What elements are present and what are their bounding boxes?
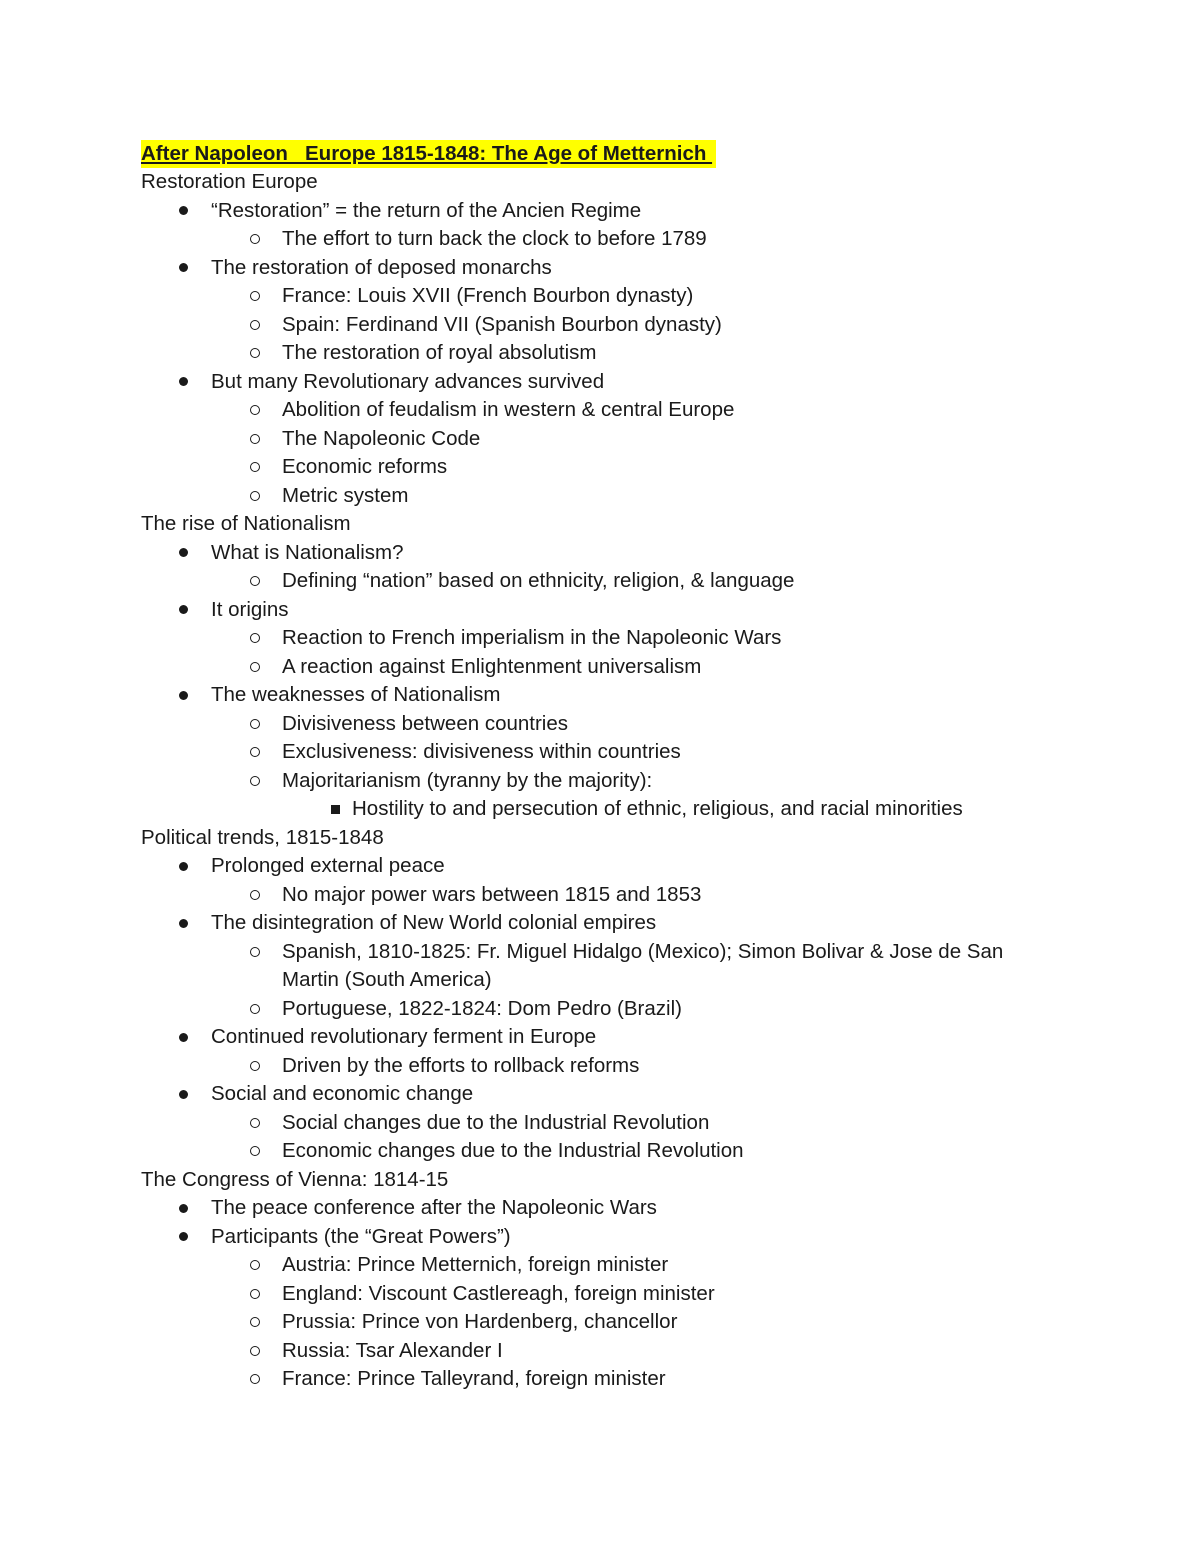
list-item-text: Economic reforms [282, 455, 448, 478]
list-item [141, 482, 1061, 511]
hollow-bullet-icon [250, 1251, 260, 1280]
list-item-text: Prussia: Prince von Hardenberg, chancellor [282, 1310, 678, 1333]
hollow-bullet-icon [250, 482, 260, 511]
list-item [141, 1052, 1061, 1081]
list-item [141, 311, 1061, 340]
list-item [141, 1194, 1061, 1223]
list-item-text: Continued revolutionary ferment in Europe [211, 1025, 597, 1048]
list-item [141, 225, 1061, 254]
hollow-bullet-icon [250, 1308, 260, 1337]
hollow-bullet-icon [250, 311, 260, 340]
list-item [141, 738, 1061, 767]
list-item-text: Participants (the “Great Powers”) [211, 1224, 511, 1248]
list-item-text: The Napoleonic Code [282, 426, 481, 450]
list-item-text: The weaknesses of Nationalism [211, 683, 501, 706]
filled-bullet-icon [179, 1223, 188, 1252]
list-item [141, 282, 1061, 311]
document-body [141, 168, 1061, 1394]
hollow-bullet-icon [250, 653, 260, 682]
hollow-bullet-icon [250, 624, 260, 653]
filled-bullet-icon [179, 596, 188, 625]
section-heading: Restoration Europe [141, 170, 318, 193]
filled-bullet-icon [179, 539, 188, 568]
hollow-bullet-icon [250, 339, 260, 368]
list-item [141, 425, 1061, 454]
list-item-text: Social changes due to the Industrial Revolution [282, 1110, 710, 1134]
hollow-bullet-icon [250, 938, 260, 967]
filled-bullet-icon [179, 1080, 188, 1109]
list-item-text: Reaction to French imperialism in the Napoleonic Wars [282, 626, 782, 649]
list-item [141, 852, 1061, 881]
list-item-text: No major power wars between 1815 and 1853 [282, 882, 702, 906]
square-bullet-icon [331, 795, 340, 824]
list-item-text: France: Louis XVII (French Bourbon dynasty) [282, 284, 694, 307]
list-item-text: A reaction against Enlightenment universalism [282, 654, 702, 678]
bullet-list [141, 539, 1061, 824]
list-item [141, 881, 1061, 910]
list-item-text: England: Viscount Castlereagh, foreign minister [282, 1281, 715, 1305]
list-item-text: What is Nationalism? [211, 540, 404, 564]
list-item [141, 681, 1061, 710]
list-item-text: The disintegration of New World colonial empires [211, 911, 657, 934]
hollow-bullet-icon [250, 1137, 260, 1166]
list-item-text: Driven by the efforts to rollback reforms [282, 1053, 640, 1077]
hollow-bullet-icon [250, 767, 260, 796]
list-item [141, 396, 1061, 425]
hollow-bullet-icon [250, 1365, 260, 1394]
list-item-text: Spain: Ferdinand VII (Spanish Bourbon dynasty) [282, 312, 722, 336]
list-item [141, 1137, 1061, 1166]
filled-bullet-icon [179, 1194, 188, 1223]
filled-bullet-icon [179, 368, 188, 397]
filled-bullet-icon [179, 197, 188, 226]
list-item-text: Divisiveness between countries [282, 711, 568, 735]
list-item [141, 254, 1061, 283]
list-item [141, 453, 1061, 482]
list-item [141, 596, 1061, 625]
filled-bullet-icon [179, 254, 188, 283]
list-item-text: The restoration of royal absolutism [282, 341, 597, 364]
list-item [141, 339, 1061, 368]
list-item-text: Portuguese, 1822-1824: Dom Pedro (Brazil) [282, 996, 682, 1020]
hollow-bullet-icon [250, 425, 260, 454]
list-item-text: It origins [211, 597, 289, 621]
list-item-text: Social and economic change [211, 1082, 474, 1105]
document-page [141, 140, 1061, 1394]
list-item [141, 938, 1061, 995]
hollow-bullet-icon [250, 1109, 260, 1138]
hollow-bullet-icon [250, 453, 260, 482]
list-item [141, 1080, 1061, 1109]
list-item-text: Prolonged external peace [211, 854, 445, 877]
list-item [141, 368, 1061, 397]
section-heading: Political trends, 1815-1848 [141, 825, 384, 849]
list-item [141, 1337, 1061, 1366]
section-heading: The Congress of Vienna: 1814-15 [141, 1167, 449, 1191]
list-item [141, 624, 1061, 653]
list-item [141, 539, 1061, 568]
bullet-list [141, 852, 1061, 1166]
hollow-bullet-icon [250, 282, 260, 311]
list-item [141, 995, 1061, 1024]
list-item [141, 909, 1061, 938]
hollow-bullet-icon [250, 1337, 260, 1366]
list-item-text: The peace conference after the Napoleonic Wars [211, 1196, 657, 1219]
hollow-bullet-icon [250, 1052, 260, 1081]
list-item [141, 1308, 1061, 1337]
list-item [141, 1251, 1061, 1280]
hollow-bullet-icon [250, 225, 260, 254]
hollow-bullet-icon [250, 995, 260, 1024]
bullet-list [141, 197, 1061, 511]
hollow-bullet-icon [250, 738, 260, 767]
list-item [141, 1023, 1061, 1052]
hollow-bullet-icon [250, 567, 260, 596]
list-item [141, 767, 1061, 796]
list-item-text: France: Prince Talleyrand, foreign minister [282, 1367, 666, 1390]
list-item-text: Russia: Tsar Alexander I [282, 1338, 503, 1362]
list-item-text: Spanish, 1810-1825: Fr. Miguel Hidalgo (Mexico); Simon Bolivar & Jose de San Martin (South America) [282, 939, 1004, 991]
list-item-text: Metric system [282, 483, 409, 507]
list-item [141, 1223, 1061, 1252]
section-heading: The rise of Nationalism [141, 512, 351, 535]
filled-bullet-icon [179, 909, 188, 938]
list-item-text: Economic changes due to the Industrial Revolution [282, 1139, 744, 1162]
list-item-text: The restoration of deposed monarchs [211, 255, 552, 279]
list-item-text: Abolition of feudalism in western & central Europe [282, 398, 735, 421]
hollow-bullet-icon [250, 396, 260, 425]
document-title: After Napoleon Europe 1815-1848: The Age of Metternich [141, 140, 716, 168]
hollow-bullet-icon [250, 710, 260, 739]
filled-bullet-icon [179, 681, 188, 710]
list-item [141, 710, 1061, 739]
list-item-text: Defining “nation” based on ethnicity, religion, & language [282, 569, 795, 592]
list-item-text: Austria: Prince Metternich, foreign minister [282, 1253, 669, 1276]
list-item-text: “Restoration” = the return of the Ancien Regime [211, 198, 642, 222]
list-item-text: But many Revolutionary advances survived [211, 369, 605, 393]
list-item-text: Exclusiveness: divisiveness within countries [282, 740, 681, 763]
filled-bullet-icon [179, 852, 188, 881]
list-item-text: Hostility to and persecution of ethnic, religious, and racial minorities [352, 797, 963, 820]
list-item-text: Majoritarianism (tyranny by the majority): [282, 768, 653, 792]
list-item [141, 1365, 1061, 1394]
list-item [141, 197, 1061, 226]
list-item-text: The effort to turn back the clock to before 1789 [282, 227, 707, 250]
list-item [141, 1280, 1061, 1309]
filled-bullet-icon [179, 1023, 188, 1052]
list-item [141, 653, 1061, 682]
list-item [141, 567, 1061, 596]
hollow-bullet-icon [250, 1280, 260, 1309]
list-item [141, 1109, 1061, 1138]
hollow-bullet-icon [250, 881, 260, 910]
list-item [141, 795, 1061, 824]
bullet-list [141, 1194, 1061, 1394]
